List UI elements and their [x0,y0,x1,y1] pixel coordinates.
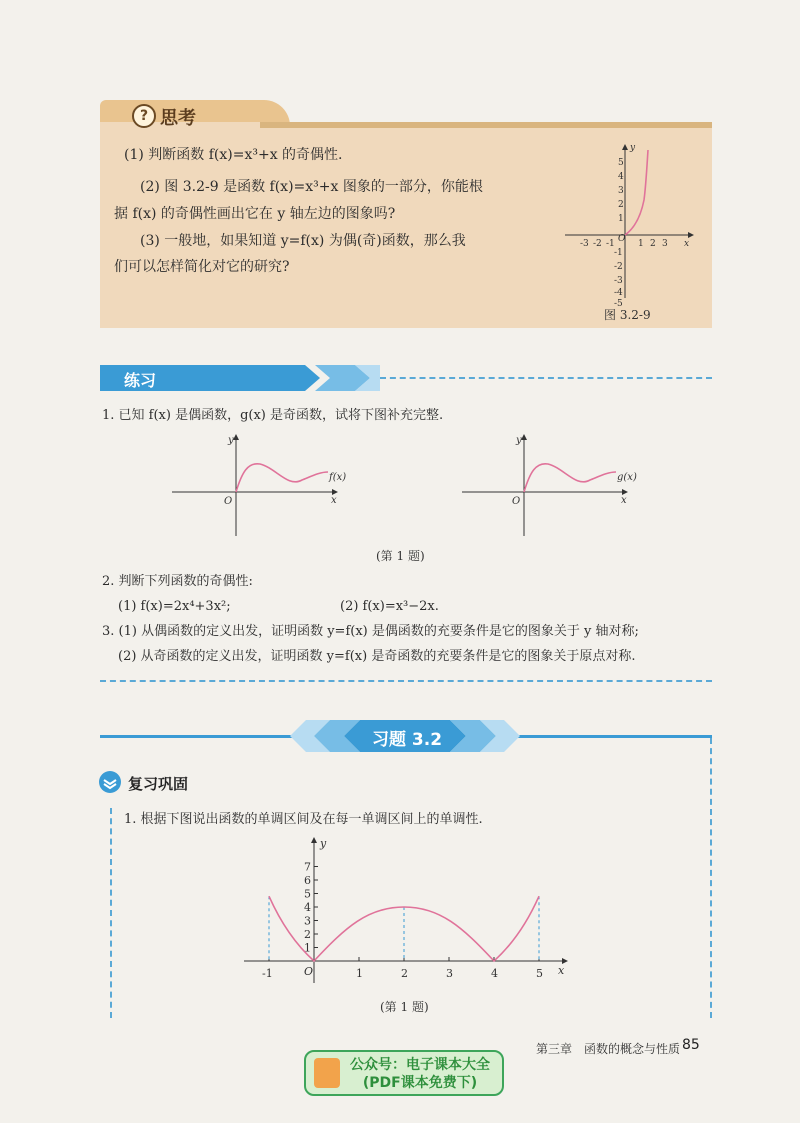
monotonicity-chart [236,835,576,985]
question-icon: ? [132,104,156,128]
exercise-item3-2: (2) 从奇函数的定义出发，证明函数 y=f(x) 是奇函数的充要条件是它的图象关于原点对称. [118,649,636,664]
fig-ytick: 2 [618,200,624,210]
xiti-item1: 1. 根据下图说出函数的单调区间及在每一单调区间上的单调性. [124,812,483,827]
fig-ytick: -5 [614,299,623,309]
x-tick-label: -1 [262,967,273,980]
fx-ylabel: y [228,435,234,446]
fig-xtick: -2 [593,239,602,249]
book-icon [314,1058,340,1088]
review-icon [98,770,122,794]
think-q2a: (2) 图 3.2-9 是函数 f(x)=x³+x 图象的一部分，你能根 [140,179,483,195]
xiti-caption: (第 1 题) [380,1000,429,1014]
fig-xtick: 1 [638,239,644,249]
think-q3b: 们可以怎样简化对它的研究? [114,259,290,275]
fig-ytick: 1 [618,214,624,224]
exercise-item2-1: (1) f(x)=2x⁴+3x²; [118,599,231,614]
x-tick-label: 1 [356,967,363,980]
xiti-side-left [110,808,112,1018]
fig-ylabel: y [630,143,636,153]
fig-ytick: -3 [614,276,623,286]
x-tick-label: 2 [401,967,408,980]
y-axis-arrow [311,837,317,843]
y-tick-label: 2 [304,928,311,941]
exercise-item3-1: 3. (1) 从偶函数的定义出发，证明函数 y=f(x) 是偶函数的充要条件是它的图象关于 y 轴对称; [102,624,639,639]
fig-ytick: 4 [618,172,624,182]
exercise-caption: (第 1 题) [376,549,425,563]
y-tick-label: 7 [304,860,311,874]
gx-ylabel: y [516,435,522,446]
x-tick-label: 3 [446,967,453,980]
xiti-side-right [710,738,712,1018]
fig-xtick: -1 [606,239,615,249]
fig-xtick: 3 [662,239,668,249]
xiti-line-right [512,735,712,738]
y-tick-label: 6 [304,874,311,887]
watermark-line2: (PDF课本免费下) [362,1075,478,1091]
think-q1: (1) 判断函数 f(x)=x³+x 的奇偶性. [124,147,343,163]
think-q3a: (3) 一般地，如果知道 y=f(x) 为偶(奇)函数，那么我 [140,233,466,249]
fig-ytick: 5 [618,158,624,168]
watermark-line1: 公众号：电子课本大全 [350,1057,490,1073]
x-tick-label: 5 [536,967,543,980]
y-tick-label: 5 [304,887,311,901]
exercise-end-divider [100,680,712,682]
fig-caption: 图 3.2-9 [604,308,651,322]
fig-ytick: -4 [614,288,623,298]
x-tick-label: 4 [491,967,498,980]
exercise-item2: 2. 判断下列函数的奇偶性: [102,574,253,589]
origin-label: O [304,965,314,978]
fx-origin: O [224,496,233,507]
fig-ytick: 3 [618,186,624,196]
page-number: 85 [682,1037,700,1053]
exercise-item1: 1. 已知 f(x) 是偶函数，g(x) 是奇函数，试将下图补充完整. [102,408,444,423]
y-tick-label: 4 [304,901,311,914]
fx-xlabel: x [331,495,337,506]
fx-label: f(x) [329,472,347,483]
think-q2b: 据 f(x) 的奇偶性画出它在 y 轴左边的图象吗? [114,206,396,222]
fig-origin: O [618,234,626,244]
fig-xtick: -3 [580,239,589,249]
gx-label: g(x) [617,472,637,483]
exercise-divider [380,377,712,379]
x-axis-label: x [558,964,565,977]
fig-ytick: -2 [614,262,623,272]
fig-xtick: 2 [650,239,656,249]
graph-fx [172,432,352,538]
xiti-title: 习题 3.2 [372,730,443,750]
section-title: 复习巩固 [128,775,189,793]
watermark-badge [304,1050,504,1096]
think-bar [260,122,712,128]
think-title: 思考 [160,108,196,129]
exercise-title: 练习 [124,371,157,390]
y-tick-label: 1 [304,941,311,955]
y-axis-label: y [320,837,327,850]
exercise-item2-2: (2) f(x)=x³−2x. [340,599,439,614]
xiti-line-left [100,735,300,738]
fig-ytick: -1 [614,248,623,258]
graph-gx [462,432,642,538]
y-tick-label: 3 [304,914,311,928]
gx-xlabel: x [621,495,627,506]
gx-origin: O [512,496,521,507]
fig-xlabel: x [684,239,690,249]
figure-3-2-9 [560,140,700,310]
footer-chapter: 第三章 函数的概念与性质 [536,1042,681,1056]
